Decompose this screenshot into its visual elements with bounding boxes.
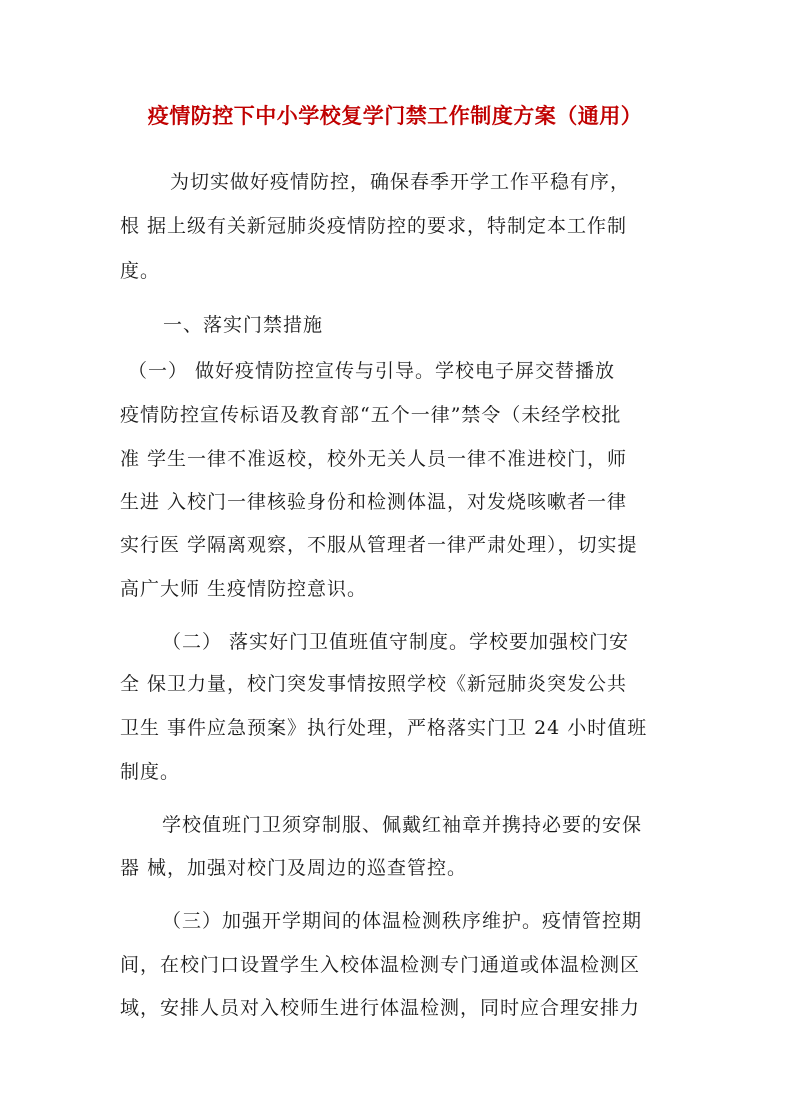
paragraph-line: 器 械，加强对校门及周边的巡查管控。 (120, 857, 468, 879)
paragraph-line: （二） 落实好门卫值班值守制度。学校要加强校门安 (162, 631, 630, 653)
paragraph-line: 生进 入校门一律核验身份和检测体温，对发烧咳嗽者一律 (120, 491, 628, 513)
paragraph-line: 准 学生一律不准返校，校外无关人员一律不准进校门，师 (120, 448, 628, 470)
document-title: 疫情防控下中小学校复学门禁工作制度方案（通用） (147, 103, 643, 128)
paragraph-line: 全 保卫力量，校门突发事情按照学校《新冠肺炎突发公共 (120, 673, 628, 695)
paragraph-line: （一） 做好疫情防控宣传与引导。学校电子屏交替播放 (128, 360, 616, 382)
paragraph-line: （三）加强开学期间的体温检测秩序维护。疫情管控期 (162, 910, 643, 932)
paragraph-line: 根 据上级有关新冠肺炎疫情防控的要求，特制定本工作制 (120, 215, 628, 237)
paragraph-line: 实行医 学隔离观察，不服从管理者一律严肃处理），切实提 (120, 534, 638, 556)
paragraph-line: 高广大师 生疫情防控意识。 (120, 578, 368, 600)
paragraph-line: 疫情防控宣传标语及教育部“五个一律”禁令（未经学校批 (120, 404, 622, 426)
paragraph-line: 域，安排人员对入校师生进行体温检测，同时应合理安排力 (120, 997, 641, 1019)
paragraph-line: 度。 (120, 260, 161, 282)
paragraph-line: 学校值班门卫须穿制服、佩戴红袖章并携持必要的安保 (162, 814, 643, 836)
section-heading: 一、落实门禁措施 (163, 314, 324, 336)
paragraph-line: 制度。 (120, 761, 181, 783)
paragraph-line: 为切实做好疫情防控，确保春季开学工作平稳有序， (170, 171, 631, 193)
paragraph-line: 间，在校门口设置学生入校体温检测专门通道或体温检测区 (120, 954, 641, 976)
paragraph-line: 卫生 事件应急预案》执行处理，严格落实门卫 24 小时值班 (120, 717, 648, 739)
